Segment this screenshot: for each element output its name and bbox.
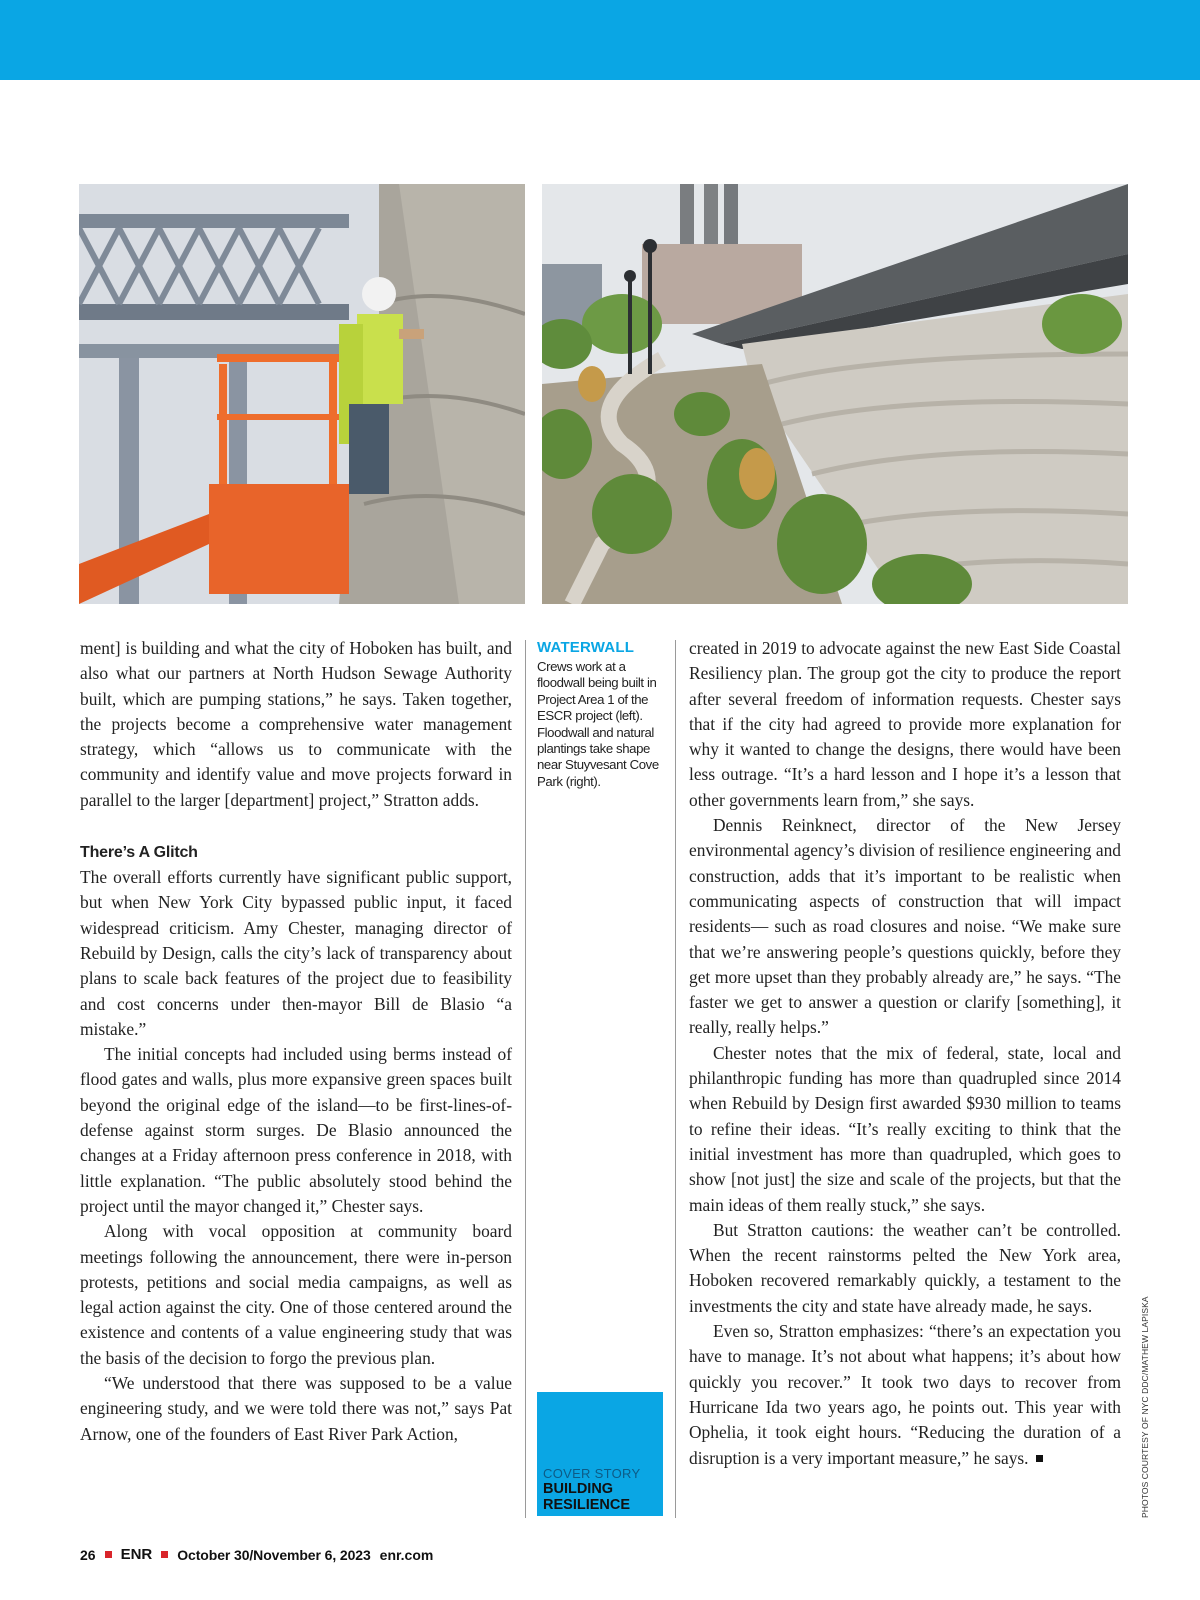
article-paragraph: But Stratton cautions: the weather can’t be controlled. When the recent rainstorms pelted the New York area, Hoboken recovered remarkably quickly, a testament to the investments the city and state have already made, he says. xyxy=(689,1219,1121,1316)
article-paragraph: The initial concepts had included using berms instead of flood gates and walls, plus more expansive green spaces built beyond the original edge of the island—to be first-lines-of-defense against storm surges. De Blasio announced the changes at a Friday afternoon press conference in 2018, with little explanation. “The public absolutely stood behind the project until the mayor changed it,” Chester says. xyxy=(80,1044,512,1216)
end-mark-icon xyxy=(1036,1455,1043,1462)
article-paragraph: ment] is building and what the city of Hoboken has built, and also what our partners at North Hudson Sewage Authority built, which are pumping stations,” he says. Taken together, the projects become a comprehensive water management strategy, which “allows us to communicate with the community and identify value and move projects forward in parallel to the larger [department] project,” Stratton adds. xyxy=(80,638,512,810)
photo-credit: PHOTOS COURTESY OF NYC DDC/MATHEW LAPISKA xyxy=(1140,1296,1150,1518)
cover-story-title-line1: BUILDING xyxy=(543,1481,614,1497)
cover-story-title-line2: RESILIENCE xyxy=(543,1497,631,1513)
section-subhead: There’s A Glitch xyxy=(80,844,198,862)
column-divider xyxy=(675,640,676,1518)
article-paragraph: Dennis Reinknect, director of the New Jersey environmental agency’s division of resilience engineering and construction, adds that it’s important to be realistic when communicating aspects of construction that will impact residents— such as road closures and noise. “We make sure that we’re answering people’s questions quickly, before they get more upset than they probably already are,” he says. “The faster we get to answer a question or clarify [something], it really, really helps.” xyxy=(689,815,1121,1038)
cover-story-box xyxy=(537,1392,663,1516)
caption-title: WATERWALL xyxy=(537,639,635,656)
photo-construction-worker-lift xyxy=(79,184,525,604)
website-link[interactable]: enr.com xyxy=(379,1546,434,1563)
magazine-brand: ENR xyxy=(120,1546,153,1563)
article-paragraph-text: Even so, Stratton emphasizes: “there’s an expectation you have to manage. It’s not about what happens; it’s about how quickly you recover.” It took two days to recover from Hurricane Ida two years ago, he points out. This year with Ophelia, it took eight hours. “Reducing the duration of a disruption is a very important measure,” he says. xyxy=(689,1321,1121,1468)
article-paragraph: created in 2019 to advocate against the new East Side Coastal Resiliency plan. The group got the city to produce the report after several freedom of information requests. Chester says that if the city had agreed to provide more explanation for why it wanted to change the designs, there would have been less outrage. “It’s a hard lesson and I hope it’s a lesson that other governments learn from,” she says. xyxy=(689,638,1121,810)
issue-date: October 30/November 6, 2023 xyxy=(177,1546,371,1563)
article-column-1 xyxy=(80,636,512,1447)
article-paragraph: The overall efforts currently have significant public support, but when New York City bypassed public input, it faced widespread criticism. Amy Chester, managing director of Rebuild by Design, calls the city’s lack of transparency about plans to scale back features of the project due to feasibility and cost concerns under then-mayor Bill de Blasio “a mistake.” xyxy=(80,867,512,1039)
photo-caption xyxy=(537,639,669,790)
top-color-bar xyxy=(0,0,1200,80)
article-paragraph-final xyxy=(689,1319,1121,1471)
separator-square-icon xyxy=(161,1551,168,1558)
article-column-3 xyxy=(689,636,1121,1471)
cover-story-kicker: COVER STORY xyxy=(543,1466,641,1481)
caption-body: Crews work at a floodwall being built in Project Area 1 of the ESCR project (left). Floodwall and natural plantings take shape near Stuyvesant Cove Park (right). xyxy=(537,659,659,789)
column-divider xyxy=(525,640,526,1518)
photo-floodwall-plantings xyxy=(542,184,1128,604)
separator-square-icon xyxy=(105,1551,112,1558)
page-number: 26 xyxy=(80,1546,96,1563)
article-paragraph: “We understood that there was supposed to be a value engineering study, and we were told there was not,” says Pat Arnow, one of the founders of East River Park Action, xyxy=(80,1373,512,1444)
article-paragraph: Chester notes that the mix of federal, state, local and philanthropic funding has more than quadrupled since 2014 when Rebuild by Design first awarded $930 million to teams to refine their ideas. “It’s really exciting to think that the initial investment has more than quadrupled, which goes to show [not just] the size and scale of the projects, but that the main ideas of them really stuck,” she says. xyxy=(689,1042,1121,1215)
article-paragraph: Along with vocal opposition at community board meetings following the announcement, there were in-person protests, petitions and social media campaigns, as well as legal action against the city. One of those centered around the existence and contents of a value engineering study that was the basis of the decision to forgo the previous plan. xyxy=(80,1221,512,1368)
page-footer xyxy=(80,1546,433,1563)
